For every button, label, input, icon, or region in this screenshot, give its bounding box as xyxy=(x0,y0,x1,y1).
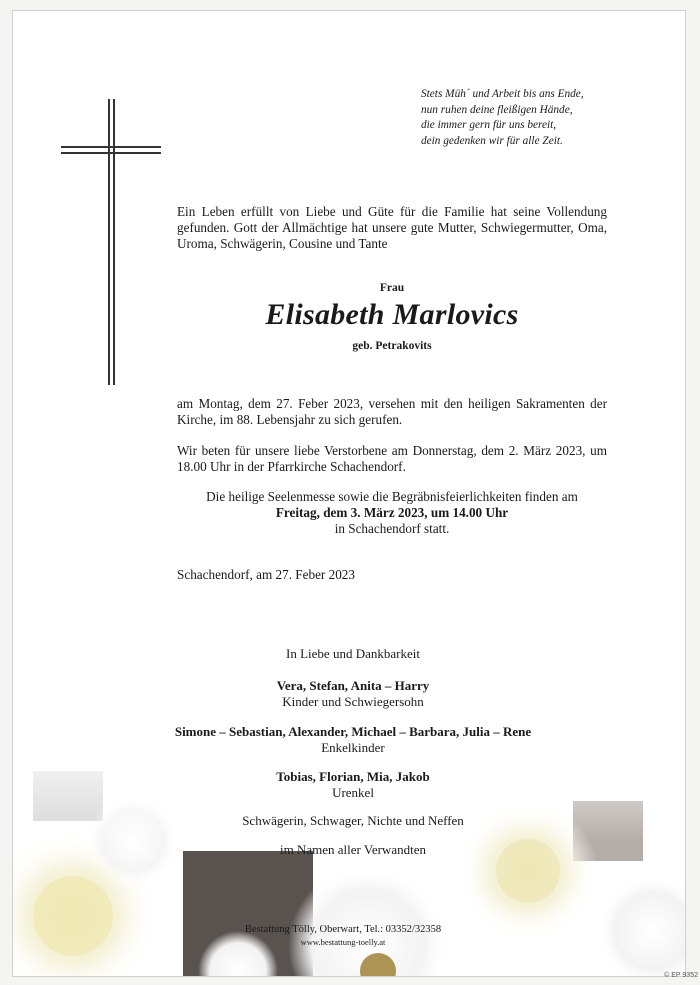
mourner-relation: Urenkel xyxy=(332,785,374,800)
deceased-name: Elisabeth Marlovics xyxy=(265,298,519,331)
other-mourners: Schwägerin, Schwager, Nichte und Neffen xyxy=(242,813,464,828)
cross-icon xyxy=(61,99,161,385)
intro-text: Ein Leben erfüllt von Liebe und Güte für die Familie hat seine Vollendung gefunden. Gott der Allmächtige hat unsere gute Mutter, Schwiegermutter, Oma, Uroma, Schwägerin, Cousine und Tante xyxy=(177,204,607,251)
mourner-relation: Enkelkinder xyxy=(321,740,385,755)
mourner-group xyxy=(93,678,613,710)
mourner-relation: Kinder und Schwiegersohn xyxy=(282,694,424,709)
funeral-date: Freitag, dem 3. März 2023, um 14.00 Uhr xyxy=(275,505,509,520)
poem xyxy=(421,87,671,149)
closing-line: im Namen aller Verwandten xyxy=(280,842,426,857)
mourner-group xyxy=(93,769,613,801)
mourner-names: Simone – Sebastian, Alexander, Michael – Barbara, Julia – Rene xyxy=(174,724,532,739)
mourners-heading: In Liebe und Dankbarkeit xyxy=(286,646,420,661)
birth-name: geb. Petrakovits xyxy=(352,340,432,352)
copyright-note: © EP 9352 xyxy=(664,972,698,979)
prayer-notice: Wir beten für unsere liebe Verstorbene am Donnerstag, dem 2. März 2023, um 18.00 Uhr in der Pfarrkirche Schachendorf. xyxy=(177,443,607,474)
poem-line: die immer gern für uns bereit, xyxy=(421,119,557,131)
death-notice: am Montag, dem 27. Feber 2023, versehen mit den heiligen Sakramenten der Kirche, im 88. Lebensjahr zu sich gerufen. xyxy=(177,396,607,427)
website-link[interactable]: www.bestattung-toelly.at xyxy=(300,937,386,947)
poem-line: dein gedenken wir für alle Zeit. xyxy=(421,134,563,147)
undertaker-footer xyxy=(163,923,523,949)
mourner-names: Tobias, Florian, Mia, Jakob xyxy=(276,769,430,784)
salutation: Frau xyxy=(379,282,405,294)
funeral-line: Die heilige Seelenmesse sowie die Begräbnisfeierlichkeiten finden am xyxy=(206,489,578,504)
undertaker-info: Bestattung Tölly, Oberwart, Tel.: 03352/32358 xyxy=(244,924,442,935)
obituary-sheet xyxy=(12,10,686,977)
mourner-group xyxy=(93,724,613,756)
funeral-line: in Schachendorf statt. xyxy=(334,521,450,536)
place-date: Schachendorf, am 27. Feber 2023 xyxy=(177,567,355,582)
poem-line: Stets Müh´ und Arbeit bis ans Ende, xyxy=(421,88,584,100)
poem-line: nun ruhen deine fleißigen Hände, xyxy=(421,103,573,116)
funeral-notice xyxy=(177,489,607,537)
mourner-names: Vera, Stefan, Anita – Harry xyxy=(276,678,430,693)
